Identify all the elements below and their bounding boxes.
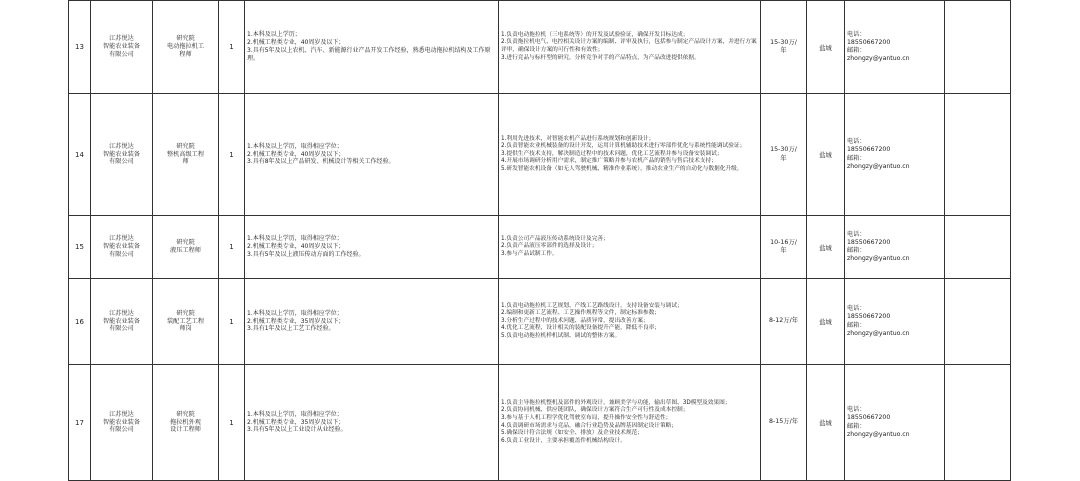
company-line: 江苏悦达 <box>109 35 134 43</box>
requirements <box>245 279 499 365</box>
requirement-line: 3.具有5年及以上工业设计从业经验。 <box>247 426 347 434</box>
duty-line: 5.负责电动拖拉机样机试制、调试的整体方案。 <box>501 332 621 339</box>
requirement-line: 3.具有5年及以上液压传动方面的工作经验。 <box>247 250 365 258</box>
position-line: 电动拖拉机工 <box>166 43 205 51</box>
duty-line: 4.负责调研市场需求与竞品，融合行业趋势及品牌基因制定设计策略； <box>501 422 678 429</box>
job-duties <box>499 216 761 279</box>
job-duties <box>499 279 761 365</box>
salary-line: 8-12万/年 <box>768 317 798 325</box>
salary-line: 年 <box>780 247 787 254</box>
contact-line: 电话： <box>847 138 866 146</box>
contact-line: 18550667200 <box>847 238 891 246</box>
position-line: 程师 <box>179 50 192 58</box>
requirement-line: 2.机械工程类专业，35周岁及以下； <box>247 317 345 325</box>
requirements <box>245 365 499 481</box>
contact-info <box>845 1 945 94</box>
remarks-cell <box>945 365 1011 481</box>
job-duties <box>499 365 761 481</box>
table-row <box>69 216 1011 279</box>
contact-info <box>845 279 945 365</box>
contact-line: 18550667200 <box>847 146 891 154</box>
requirements <box>245 94 499 216</box>
duty-line: 1.利用先进技术，对智能农机产品进行系统规划和创新设计； <box>501 135 655 142</box>
contact-line: 18550667200 <box>847 38 891 46</box>
requirement-line: 2.机械工程类专业，40周岁及以下； <box>247 150 345 158</box>
duty-line: 2.负责产品液压零部件的选择及设计； <box>501 243 598 250</box>
requirement-line: 2.机械工程类专业，35周岁及以下； <box>247 418 345 426</box>
salary <box>761 94 807 216</box>
duty-line: 1.负责公司产品液压传动系统设计及完善； <box>501 235 609 242</box>
contact-line: zhongzy@yantuo.cn <box>847 430 910 438</box>
duty-line: 3.分析生产过程中的技术问题、品质异常，提出改善方案； <box>501 317 649 324</box>
requirement-line: 1.本科及以上学历，取得相应学位； <box>247 410 343 418</box>
work-location: 盐城 <box>807 94 845 216</box>
position-title <box>153 365 219 481</box>
requirement-line: 3.具有8年及以上产品研发、机械设计等相关工作经验。 <box>247 158 395 166</box>
requirement-line: 1.本科及以上学历； <box>247 31 301 39</box>
position-line: 研究院 <box>176 239 195 247</box>
duty-line: 3.提供生产技术支持，解决制造过程中的技术问题，优化工艺流程并参与设备安装调试； <box>501 150 723 157</box>
contact-line: 18550667200 <box>847 414 891 422</box>
position-line: 液压工程师 <box>170 247 201 254</box>
headcount: 1 <box>219 1 245 94</box>
requirement-line: 2.机械工程类专业，40周岁及以下； <box>247 39 345 47</box>
headcount: 1 <box>219 216 245 279</box>
position-line: 研究院 <box>176 309 195 317</box>
requirement-line: 1.本科及以上学历，取得相应学位； <box>247 142 343 150</box>
company-line: 智能农业装备 <box>102 43 141 51</box>
duty-line: 2.编制和更新工艺流程、工艺操作规程等文件，制定标准参数； <box>501 310 660 317</box>
duty-line: 4.开展市场调研分析用户需求，制定推广策略并参与农机产品的销售与售后技术支持； <box>501 158 717 165</box>
duty-line: 5.研发智能农机设备（如无人驾驶机械、精准作业系统），推动农业生产的自动化与数据化升级。 <box>501 165 743 172</box>
position-line: 研究院 <box>176 142 195 150</box>
contact-line: 电话： <box>847 30 866 38</box>
contact-info <box>845 94 945 216</box>
company-line: 智能农业装备 <box>102 243 141 251</box>
position-line: 整机高级工程 <box>166 150 205 158</box>
duty-line: 2.负责拖拉机电气、电控相关设计方案的编制、评审及执行，包括参与制定产品设计方案，并进行方案评审，确保设计方案的可行性和有效性； <box>501 39 757 53</box>
position-line: 研究院 <box>176 410 195 418</box>
company-name <box>91 1 153 94</box>
job-listing-table <box>68 0 1011 481</box>
salary-line: 年 <box>780 47 787 54</box>
company-name <box>91 279 153 365</box>
company-name <box>91 216 153 279</box>
contact-line: 电话： <box>847 406 866 414</box>
contact-line: zhongzy@yantuo.cn <box>847 55 910 63</box>
company-name <box>91 94 153 216</box>
company-line: 智能农业装备 <box>102 418 141 426</box>
salary <box>761 365 807 481</box>
work-location: 盐城 <box>807 279 845 365</box>
headcount: 1 <box>219 94 245 216</box>
company-line: 有限公司 <box>109 158 134 166</box>
company-line: 有限公司 <box>109 325 134 333</box>
requirement-line: 3.具有5年及以上农机、汽车、新能源行业产品开发工作经验，熟悉电动拖拉机结构及工作原理。 <box>247 47 491 62</box>
contact-line: 电话： <box>847 305 866 313</box>
duty-line: 5.确保设计符合法规（如安全、排放）及企业技术规范； <box>501 430 643 437</box>
contact-line: zhongzy@yantuo.cn <box>847 162 910 170</box>
headcount: 1 <box>219 365 245 481</box>
work-location: 盐城 <box>807 365 845 481</box>
position-title <box>153 216 219 279</box>
company-name <box>91 365 153 481</box>
position-line: 设计工程师 <box>170 426 201 434</box>
row-number: 14 <box>69 94 91 216</box>
contact-line: zhongzy@yantuo.cn <box>847 255 910 263</box>
row-number: 13 <box>69 1 91 94</box>
contact-line: 邮箱： <box>847 47 866 54</box>
job-duties <box>499 1 761 94</box>
salary-line: 年 <box>780 154 787 162</box>
salary <box>761 1 807 94</box>
row-number: 16 <box>69 279 91 365</box>
salary <box>761 279 807 365</box>
duty-line: 3.进行竞品与标杆型的研究，分析竞争对手的产品特点，为产品改进提供依据。 <box>501 54 700 61</box>
table-row <box>69 94 1011 216</box>
company-line: 江苏悦达 <box>109 309 134 317</box>
duty-line: 2.负责协同机械、供应链团队，确保设计方案符合生产可行性及成本控制； <box>501 407 689 414</box>
company-line: 有限公司 <box>109 426 134 434</box>
duty-line: 6.负责工业设计，主要承担覆盖件机械结构设计。 <box>501 437 626 444</box>
row-number: 15 <box>69 216 91 279</box>
job-duties <box>499 94 761 216</box>
requirements <box>245 1 499 94</box>
duty-line: 3.参与产品试制工作。 <box>501 250 558 257</box>
position-title <box>153 1 219 94</box>
company-line: 智能农业装备 <box>102 150 141 158</box>
contact-line: 邮箱： <box>847 154 866 162</box>
remarks-cell <box>945 1 1011 94</box>
company-line: 有限公司 <box>109 50 134 58</box>
company-line: 有限公司 <box>109 250 134 258</box>
salary <box>761 216 807 279</box>
requirements <box>245 216 499 279</box>
contact-info <box>845 216 945 279</box>
salary-line: 15-30万/ <box>770 38 797 46</box>
requirement-line: 3.具有1年及以上工艺工作经验。 <box>247 325 335 333</box>
table-row <box>69 365 1011 481</box>
position-line: 研究院 <box>176 35 195 43</box>
position-title <box>153 279 219 365</box>
table-row <box>69 279 1011 365</box>
requirement-line: 2.机械工程类专业，40周岁及以下； <box>247 243 345 251</box>
duty-line: 1.负责电动拖拉机（三电系统等）的开发及试验验证，确保开发目标达成； <box>501 31 689 38</box>
table-row <box>69 1 1011 94</box>
duty-line: 3.参与基于人机工程学优化驾驶室布局，提升操作安全性与舒适性； <box>501 414 672 421</box>
contact-info <box>845 365 945 481</box>
position-title <box>153 94 219 216</box>
company-line: 江苏悦达 <box>109 142 134 150</box>
position-line: 师岗 <box>179 325 192 333</box>
requirement-line: 1.本科及以上学历，取得相应学位； <box>247 235 343 243</box>
company-line: 智能农业装备 <box>102 317 141 325</box>
requirement-line: 1.本科及以上学历，取得相应学位； <box>247 309 343 317</box>
remarks-cell <box>945 94 1011 216</box>
row-number: 17 <box>69 365 91 481</box>
remarks-cell <box>945 216 1011 279</box>
work-location: 盐城 <box>807 216 845 279</box>
duty-line: 4.优化工艺流程，设计相关的装配设备提升产能，降低不良率； <box>501 325 660 332</box>
contact-line: 邮箱： <box>847 422 866 430</box>
position-line: 师 <box>182 158 189 166</box>
duty-line: 1.负责主导拖拉机整机及部件的外观设计，兼顾美学与功能，输出草图、3D模型及效果图； <box>501 399 731 406</box>
headcount: 1 <box>219 279 245 365</box>
work-location: 盐城 <box>807 1 845 94</box>
duty-line: 2.负责智能农业机械装备的设计开发，运用计算机辅助技术进行零部件优化与系统性能调试验证； <box>501 143 746 150</box>
salary-line: 10-16万/ <box>770 238 797 246</box>
position-line: 装配工艺工程 <box>166 317 205 325</box>
salary-line: 15-30万/ <box>770 146 797 154</box>
company-line: 江苏悦达 <box>109 235 134 243</box>
salary-line: 8-15万/年 <box>768 418 798 426</box>
remarks-cell <box>945 279 1011 365</box>
contact-line: zhongzy@yantuo.cn <box>847 329 910 337</box>
contact-line: 邮箱： <box>847 247 866 254</box>
contact-line: 18550667200 <box>847 313 891 321</box>
contact-line: 邮箱： <box>847 321 866 329</box>
position-line: 拖拉机外观 <box>170 418 201 426</box>
contact-line: 电话： <box>847 230 866 238</box>
company-line: 江苏悦达 <box>109 410 134 418</box>
duty-line: 1.负责电动拖拉机工艺规划、产线工艺路线设计，支持设备安装与调试； <box>501 302 683 309</box>
